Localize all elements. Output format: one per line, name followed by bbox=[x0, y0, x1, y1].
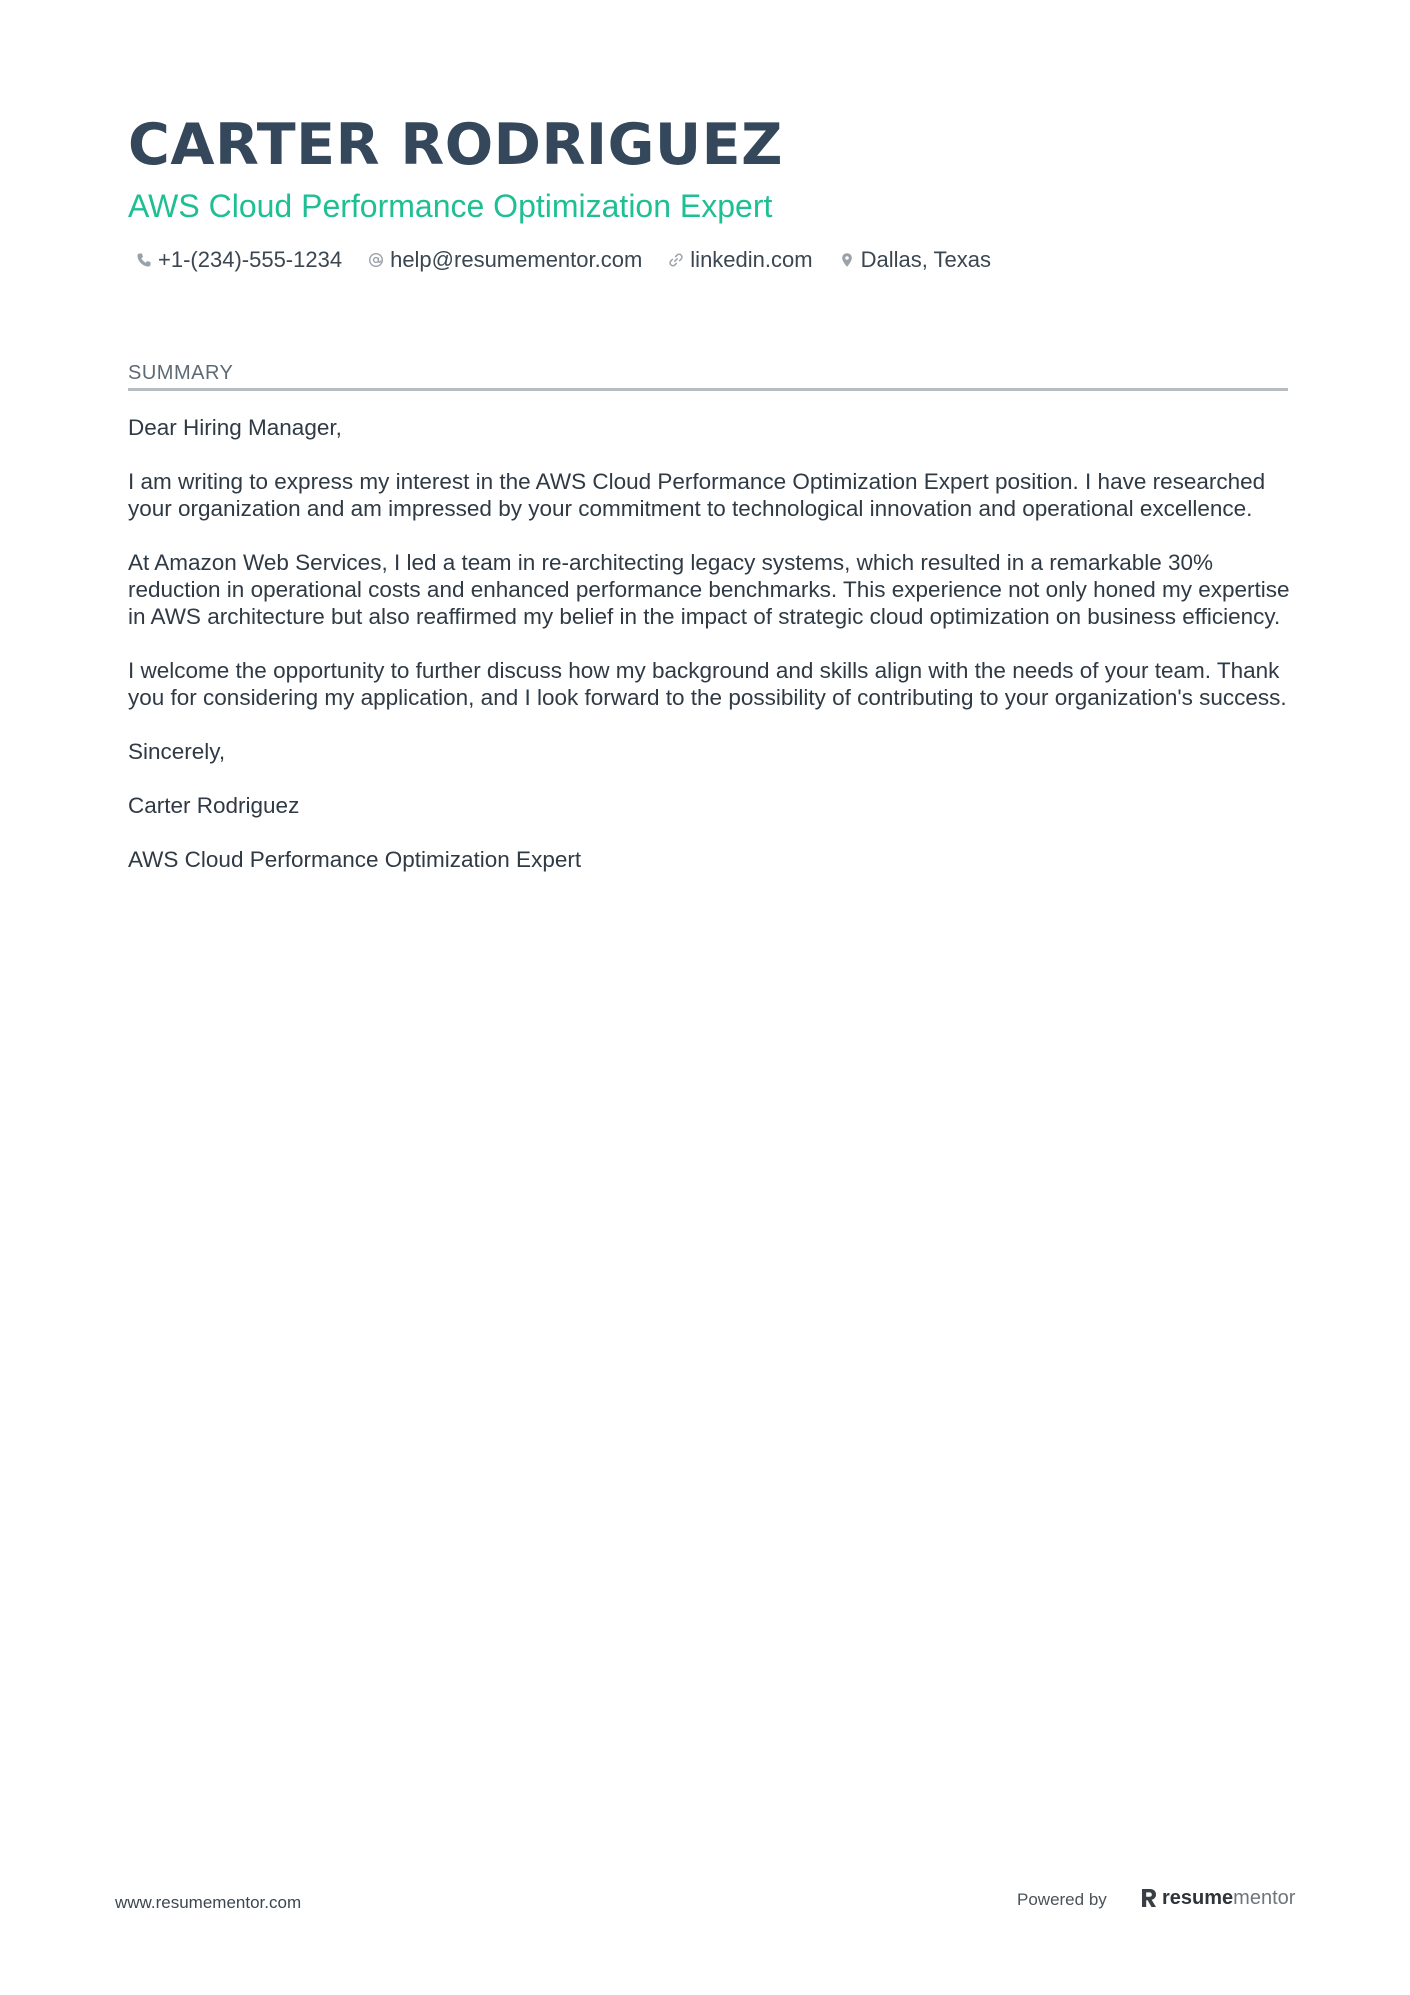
powered-by-label: Powered by bbox=[1017, 1890, 1107, 1909]
website-text: linkedin.com bbox=[690, 247, 813, 272]
letter-greeting: Dear Hiring Manager, bbox=[128, 415, 342, 440]
phone-text: +1-(234)-555-1234 bbox=[158, 247, 343, 272]
brand-text-strong: resume bbox=[1162, 1887, 1234, 1909]
letter-paragraph-3: I welcome the opportunity to further discuss how my background and skills align with the needs of your team. Thank you for considering my application, and I look forward to the possibility of contributing to your organization's success. bbox=[128, 658, 1287, 710]
footer-website-link[interactable]: www.resumementor.com bbox=[115, 1893, 302, 1912]
letter-closing: Sincerely, bbox=[128, 739, 226, 764]
email-text: help@resumementor.com bbox=[390, 247, 643, 272]
brand-mark-icon bbox=[1140, 1887, 1158, 1909]
letter-signature-name: Carter Rodriguez bbox=[128, 793, 300, 818]
candidate-name: CARTER RODRIGUEZ bbox=[128, 112, 783, 178]
contact-phone bbox=[136, 245, 342, 275]
contact-bar bbox=[136, 245, 991, 275]
letter-paragraph-2: At Amazon Web Services, I led a team in re-architecting legacy systems, which resulted in a remarkable 30% reduction in operational costs and enhanced performance benchmarks. This experience not only honed my expertise in AWS architecture but also reaffirmed my belief in the impact of strategic cloud optimization on business efficiency. bbox=[128, 550, 1290, 629]
brand-logo[interactable] bbox=[1140, 1885, 1295, 1911]
letter-paragraph-1: I am writing to express my interest in the AWS Cloud Performance Optimization Expert position. I have researched your organization and am impressed by your commitment to technological innovation and operational excellence. bbox=[128, 469, 1266, 521]
section-title-summary: SUMMARY bbox=[128, 360, 1288, 391]
contact-website bbox=[668, 245, 812, 275]
phone-icon bbox=[136, 252, 152, 268]
contact-email bbox=[368, 245, 642, 275]
at-icon bbox=[368, 252, 384, 268]
link-icon bbox=[668, 252, 684, 268]
candidate-role: AWS Cloud Performance Optimization Expert bbox=[128, 188, 773, 224]
letter-body bbox=[128, 414, 1298, 900]
location-text: Dallas, Texas bbox=[860, 247, 992, 272]
brand-text-light: mentor bbox=[1233, 1887, 1296, 1909]
letter-signature-title: AWS Cloud Performance Optimization Expert bbox=[128, 847, 582, 872]
location-pin-icon bbox=[839, 252, 855, 268]
contact-location bbox=[839, 245, 991, 275]
